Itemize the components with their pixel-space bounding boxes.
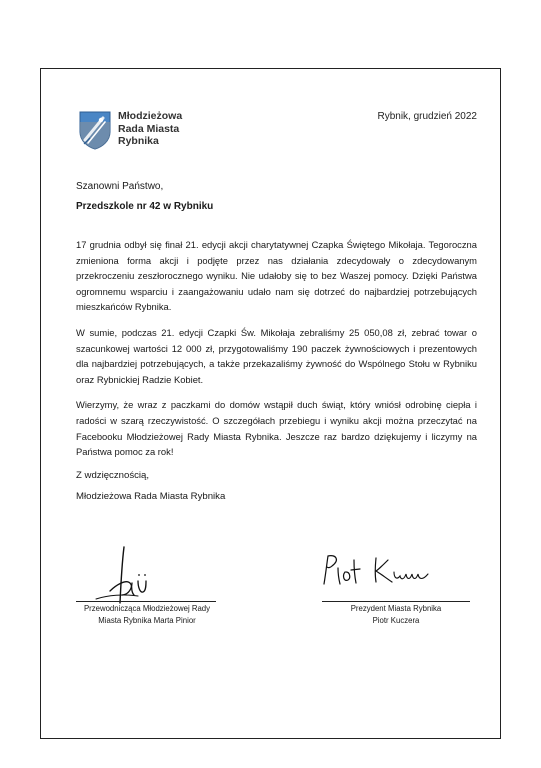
salutation: Szanowni Państwo, [76, 181, 164, 192]
handwritten-signature-right [318, 550, 436, 595]
body-paragraph: Wierzymy, że wraz z paczkami do domów wstąpił duch świąt, który wniósł odrobinę ciepła i radości w szarą rzeczywistość. O szczegółach przebiegu i wyniku akcji można przeczytać na Facebooku Młodzieżowej Rady Miasta Rybnika. Jeszcze raz bardzo dziękujemy i liczymy na Państwa pomoc za rok! [76, 399, 477, 458]
signature-line-right [322, 601, 470, 602]
signatory-title: Przewodnicząca Młodzieżowej Rady [83, 604, 211, 613]
recipient: Przedszkole nr 42 w Rybniku [76, 201, 214, 212]
signatory-name: Miasta Rybnika Marta Pinior [98, 616, 196, 625]
signatory-title: Prezydent Miasta Rybnika [350, 604, 442, 613]
signature-line-left [76, 601, 216, 602]
signatory-name: Piotr Kuczera [372, 616, 420, 625]
place-and-date: Rybnik, grudzień 2022 [377, 111, 477, 122]
city-coat-of-arms-icon [78, 110, 112, 150]
body-paragraph: W sumie, podczas 21. edycji Czapki Św. Mikołaja zebraliśmy 25 050,08 zł, zebrać towar o szacunkowej wartości 12 000 zł, przygotowaliśmy 190 paczek żywnościowych i prezentowych dla najbardziej potrzebujących, a także przekazaliśmy żywność do Wspólnego Stołu w Rybniku oraz Rybnickiej Radzie Kobiet. [76, 326, 477, 385]
signatory-caption-right [318, 603, 474, 627]
signatory-caption-left [70, 603, 224, 627]
organization-name-line: Rybnika [118, 135, 159, 147]
handwritten-signature-left [88, 545, 160, 607]
letter-body [76, 237, 477, 470]
organization-name [118, 110, 182, 148]
sender-signoff: Młodzieżowa Rada Miasta Rybnika [76, 491, 226, 502]
organization-name-line: Młodzieżowa [118, 110, 183, 122]
organization-name-line: Rada Miasta [118, 122, 180, 135]
body-paragraph: 17 grudnia odbył się finał 21. edycji akcji charytatywnej Czapka Świętego Mikołaja. Tegoroczna zmieniona forma akcji i podjęte przez nas działania zdecydowały o zdecydowanym przekroczeniu zeszłorocznego wyniku. Nie udałoby się to bez Waszej pomocy. Dzięki Państwa ogromnemu wsparciu i zaangażowaniu udało nam się dotrzeć do najbardziej potrzebujących mieszkańców Rybnika. [76, 239, 477, 313]
closing-phrase: Z wdzięcznością, [76, 470, 150, 481]
